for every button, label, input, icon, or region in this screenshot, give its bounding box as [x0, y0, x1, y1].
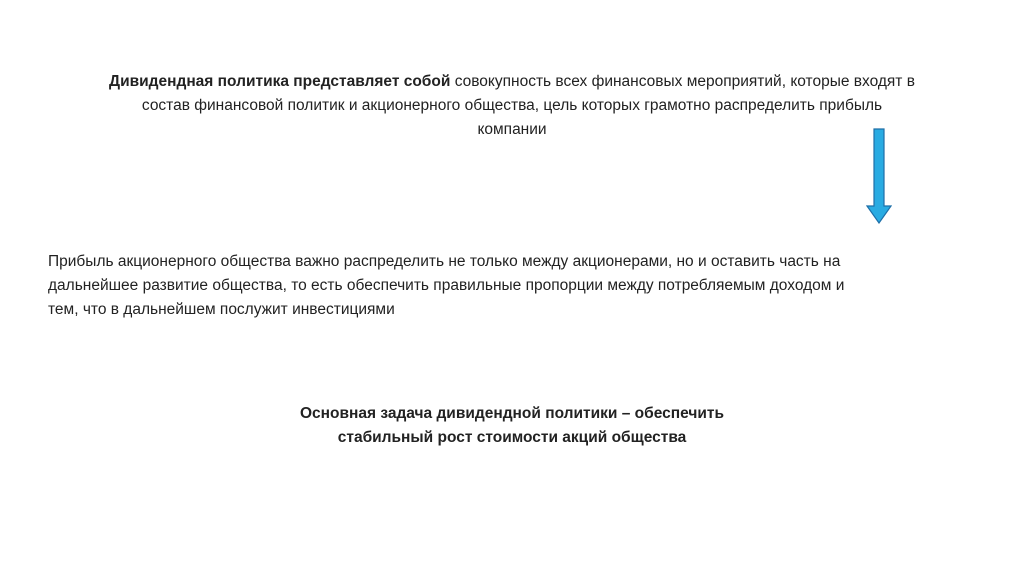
profit-line-3: тем, что в дальнейшем послужит инвестициями: [48, 301, 395, 318]
definition-line-2: состав финансовой политик и акционерного общества, цель которых грамотно распределить прибыль: [141, 97, 883, 114]
definition-line-3: компании: [477, 121, 547, 138]
profit-line-2: дальнейшее развитие общества, то есть обеспечить правильные пропорции между потребляемым доходом и: [48, 277, 845, 294]
dividend-policy-definition: [40, 70, 984, 142]
definition-bold-lead: Дивидендная политика представляет собой: [109, 73, 451, 90]
main-task-statement: [200, 402, 824, 450]
task-line-2: стабильный рост стоимости акций общества: [337, 429, 687, 446]
profit-line-1: Прибыль акционерного общества важно распределить не только между акционерами, но и оставить часть на: [48, 253, 841, 270]
down-arrow-icon: [866, 128, 892, 224]
definition-line-1: [40, 70, 984, 94]
profit-distribution-paragraph: [48, 250, 978, 322]
task-line-1: Основная задача дивидендной политики – обеспечить: [299, 405, 725, 422]
definition-line-1-rest: совокупность всех финансовых мероприятий, которые входят в: [450, 73, 915, 90]
